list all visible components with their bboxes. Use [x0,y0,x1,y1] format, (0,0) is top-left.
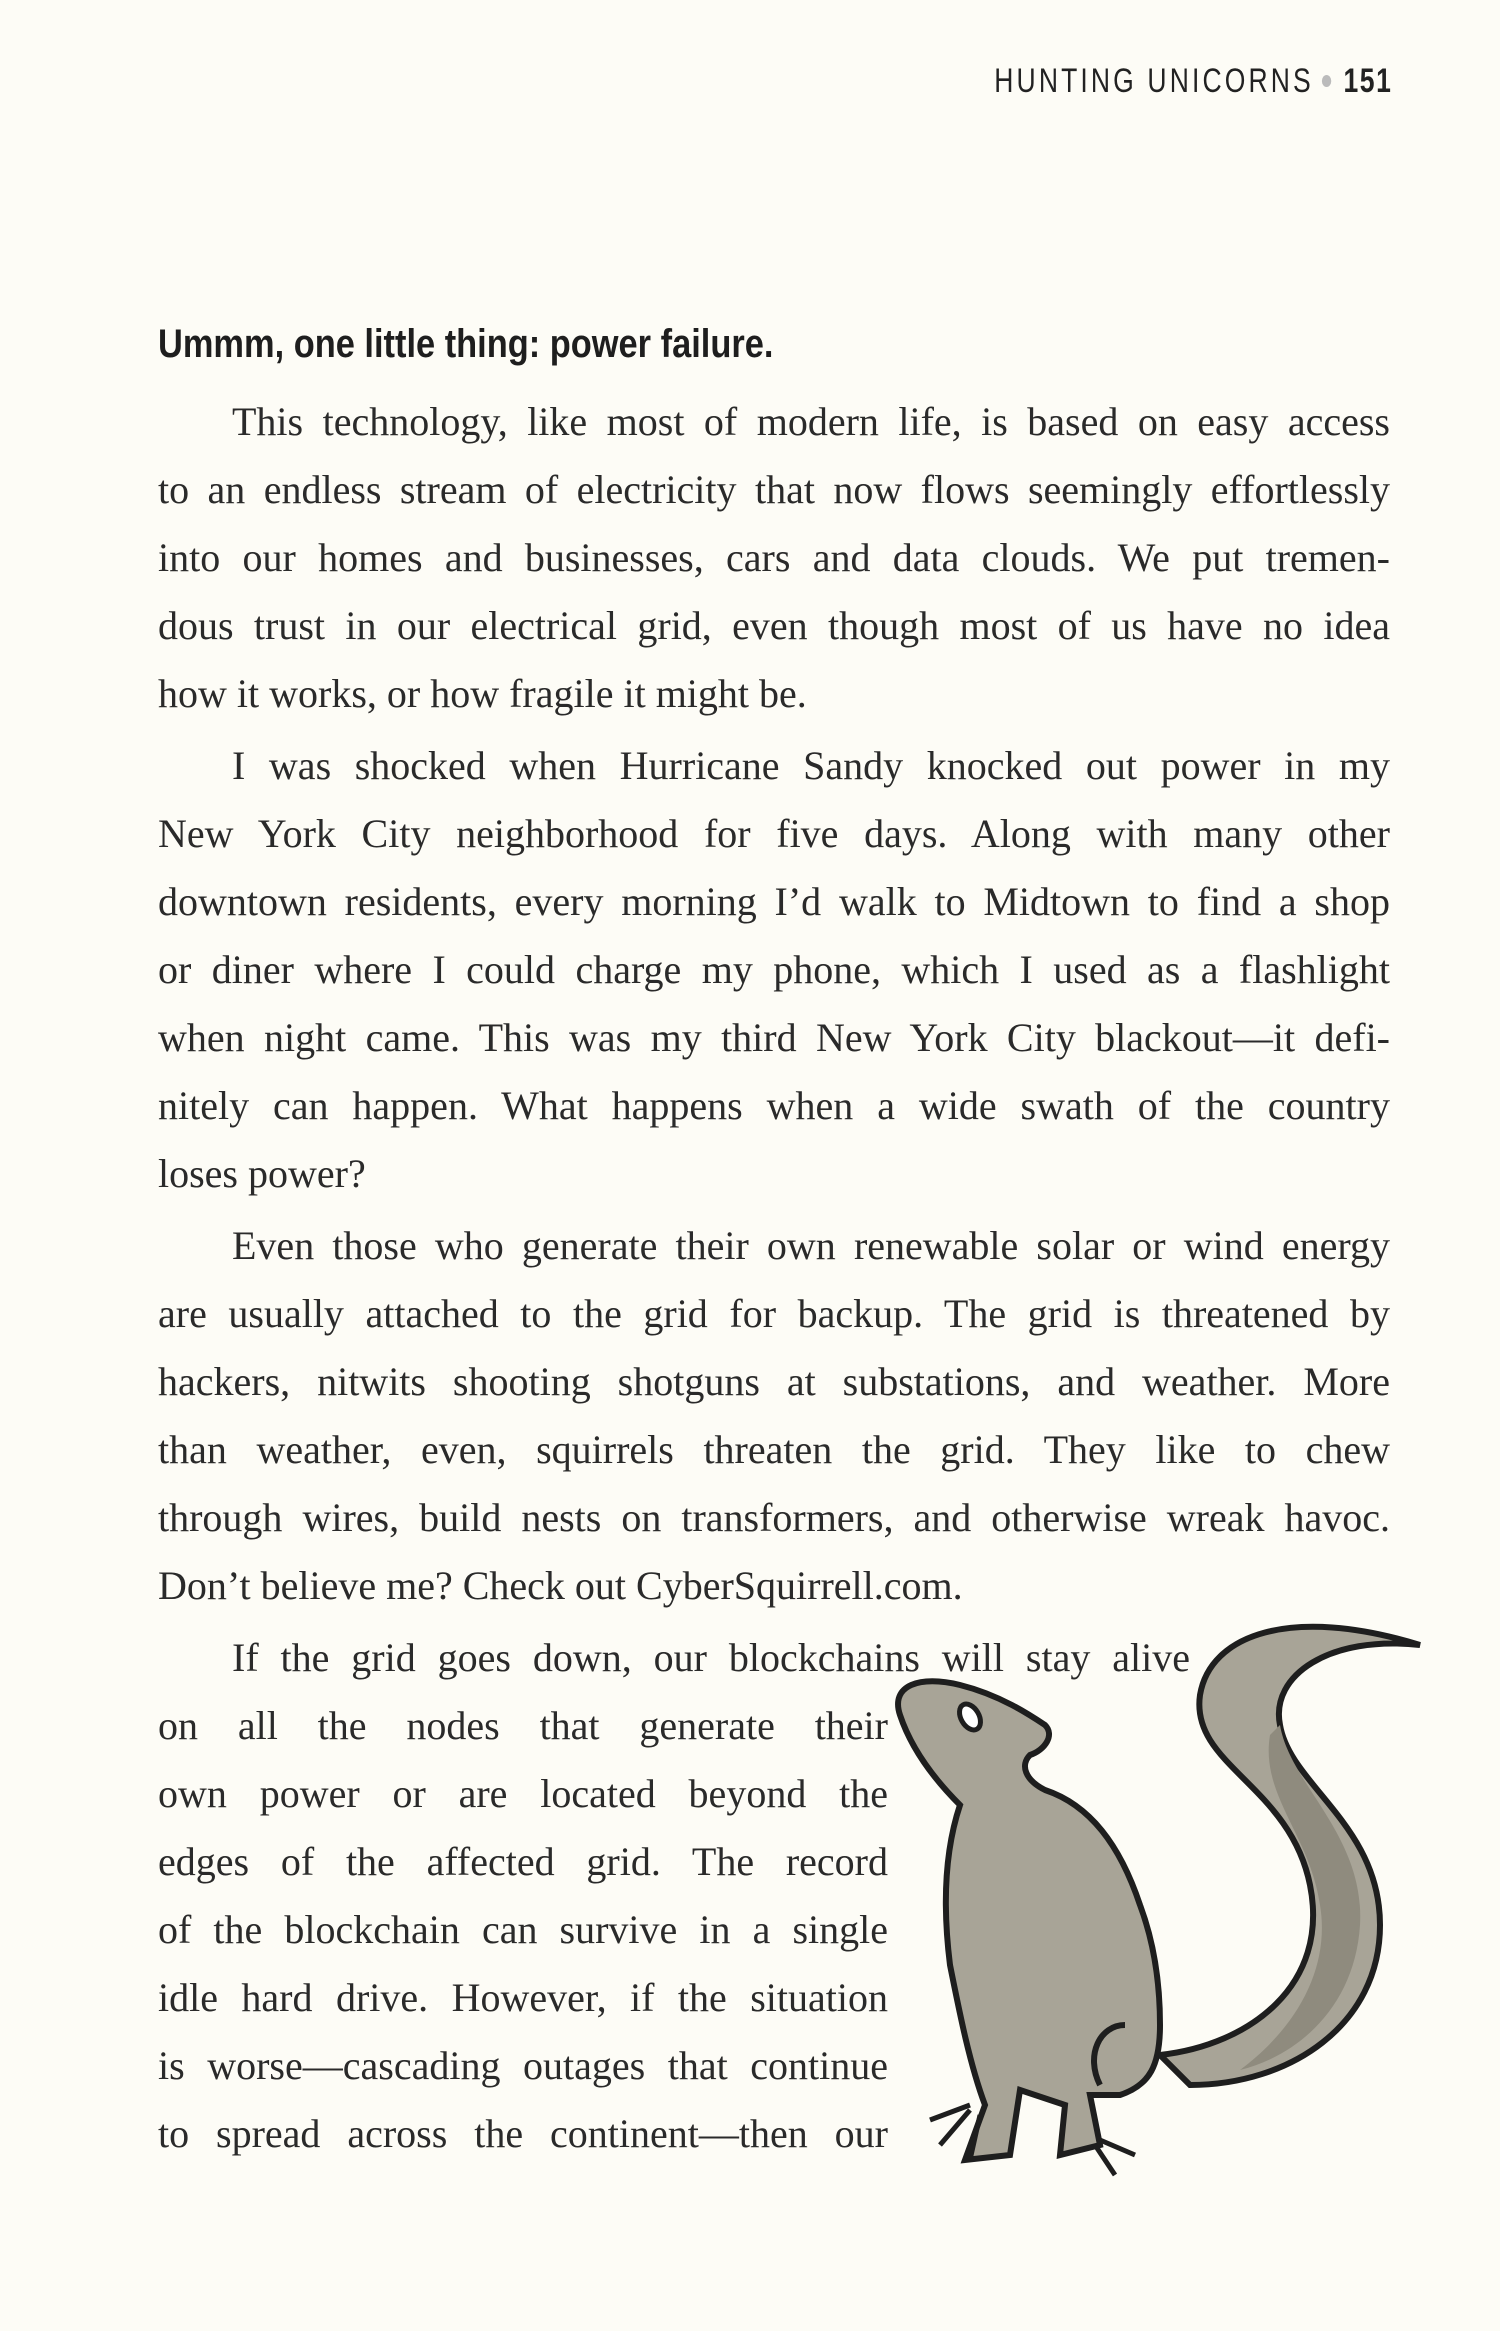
text-line: Even those who generate their own renewable solar or wind energy [232,1223,1390,1268]
text-line: loses power? [158,1151,366,1196]
page-number: 151 [1343,62,1392,100]
text-line: to spread across the continent—then our [158,2111,888,2156]
text-line: of the blockchain can survive in a single [158,1907,888,1952]
text-line: own power or are located beyond the [158,1771,888,1816]
text-line: Don’t believe me? Check out CyberSquirrell.com. [158,1563,963,1608]
text-line: New York City neighborhood for five days. Along with many other [158,811,1390,856]
text-line: to an endless stream of electricity that now flows seemingly effortlessly [158,467,1390,512]
running-header [994,62,1392,101]
text-line: through wires, build nests on transformers, and otherwise wreak havoc. [158,1495,1390,1540]
text-line: edges of the affected grid. The record [158,1839,888,1884]
squirrel-body [898,1681,1160,2160]
text-line: nitely can happen. What happens when a wide swath of the country [158,1083,1390,1128]
text-line: hackers, nitwits shooting shotguns at substations, and weather. More [158,1359,1390,1404]
bullet-icon [1321,75,1330,87]
text-line: how it works, or how fragile it might be. [158,671,807,716]
text-line: on all the nodes that generate their [158,1703,888,1748]
text-line: is worse—cascading outages that continue [158,2043,888,2088]
text-line: I was shocked when Hurricane Sandy knocked out power in my [232,743,1390,788]
text-line: dous trust in our electrical grid, even though most of us have no idea [158,603,1390,648]
text-line: when night came. This was my third New York City blackout—it defi- [158,1015,1390,1060]
text-line: than weather, even, squirrels threaten the grid. They like to chew [158,1427,1390,1472]
text-line: downtown residents, every morning I’d walk to Midtown to find a shop [158,879,1390,924]
text-line: into our homes and businesses, cars and data clouds. We put tremen- [158,535,1390,580]
text-line: or diner where I could charge my phone, which I used as a flashlight [158,947,1390,992]
squirrel-tail [1160,1627,1420,2085]
running-title: HUNTING UNICORNS [993,62,1314,100]
squirrel-illustration [860,1585,1440,2185]
text-line: are usually attached to the grid for backup. The grid is threatened by [158,1291,1390,1336]
text-line: idle hard drive. However, if the situation [158,1975,888,2020]
section-heading: Ummm, one little thing: power failure. [158,322,774,366]
text-line: If the grid goes down, our blockchains will stay alive [232,1635,1190,1680]
text-line: This technology, like most of modern life, is based on easy access [232,399,1390,444]
